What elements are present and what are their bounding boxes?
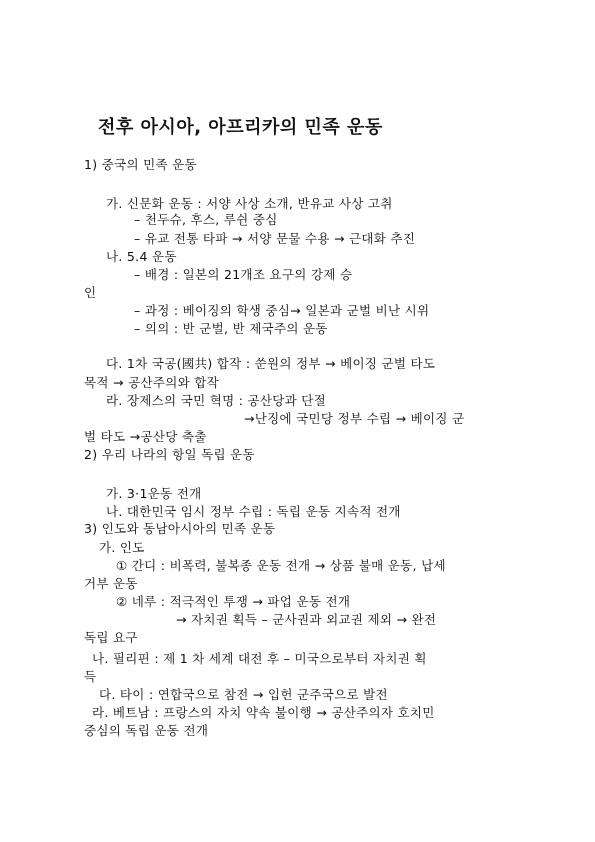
text-line: 다. 1차 국공(國共) 합작 : 쑨원의 정부 → 베이징 군벌 타도 <box>106 356 436 371</box>
text-line: – 의의 : 반 군벌, 반 제국주의 운동 <box>134 321 328 336</box>
text-line: 가. 인도 <box>99 540 145 555</box>
text-line: 득 <box>84 669 97 684</box>
section-heading: 3) 인도와 동남아시아의 민족 운동 <box>84 521 276 536</box>
text-line: 벌 타도 →공산당 축출 <box>84 429 207 444</box>
text-line: 가. 신문화 운동 : 서양 사상 소개, 반유교 사상 고취 <box>106 196 393 211</box>
text-line: 나. 필리핀 : 제 1 차 세계 대전 후 – 미국으로부터 자치권 획 <box>92 651 427 666</box>
text-line: ① 간디 : 비폭력, 불복종 운동 전개 → 상품 불매 운동, 납세 <box>116 558 446 573</box>
section-heading: 1) 중국의 민족 운동 <box>84 157 197 172</box>
text-line: 중심의 독립 운동 전개 <box>84 723 209 738</box>
text-line: 가. 3·1운동 전개 <box>106 486 202 501</box>
text-line: 라. 장제스의 국민 혁명 : 공산당과 단절 <box>106 393 327 408</box>
text-line: →난징에 국민당 정부 수립 → 베이징 군 <box>244 411 465 426</box>
text-line: – 천두슈, 후스, 루쉰 중심 <box>134 212 278 227</box>
text-line: 나. 5.4 운동 <box>106 249 177 264</box>
text-line: – 유교 전통 타파 → 서양 문물 수용 → 근대화 추진 <box>134 231 416 246</box>
text-line: – 과정 : 베이징의 학생 중심→ 일본과 군벌 비난 시위 <box>134 303 430 318</box>
text-line: 인 <box>84 285 97 300</box>
section-heading: 2) 우리 나라의 항일 독립 운동 <box>84 447 255 462</box>
text-line: 독립 요구 <box>84 630 138 645</box>
page-title: 전후 아시아, 아프리카의 민족 운동 <box>98 117 383 138</box>
text-line: 라. 베트남 : 프랑스의 자치 약속 불이행 → 공산주의자 호치민 <box>92 705 435 720</box>
text-line: – 배경 : 일본의 21개조 요구의 강제 승 <box>134 267 353 282</box>
text-line: 거부 운동 <box>84 576 138 591</box>
text-line: ② 네루 : 적극적인 투쟁 → 파업 운동 전개 <box>116 594 351 609</box>
text-line: 다. 타이 : 연합국으로 참전 → 입헌 군주국으로 발전 <box>99 687 388 702</box>
text-line: → 자치권 획득 – 군사권과 외교권 제외 → 완전 <box>176 612 437 627</box>
text-line: 목적 → 공산주의와 합작 <box>84 375 219 390</box>
text-line: 나. 대한민국 임시 정부 수립 : 독립 운동 지속적 전개 <box>106 504 401 519</box>
